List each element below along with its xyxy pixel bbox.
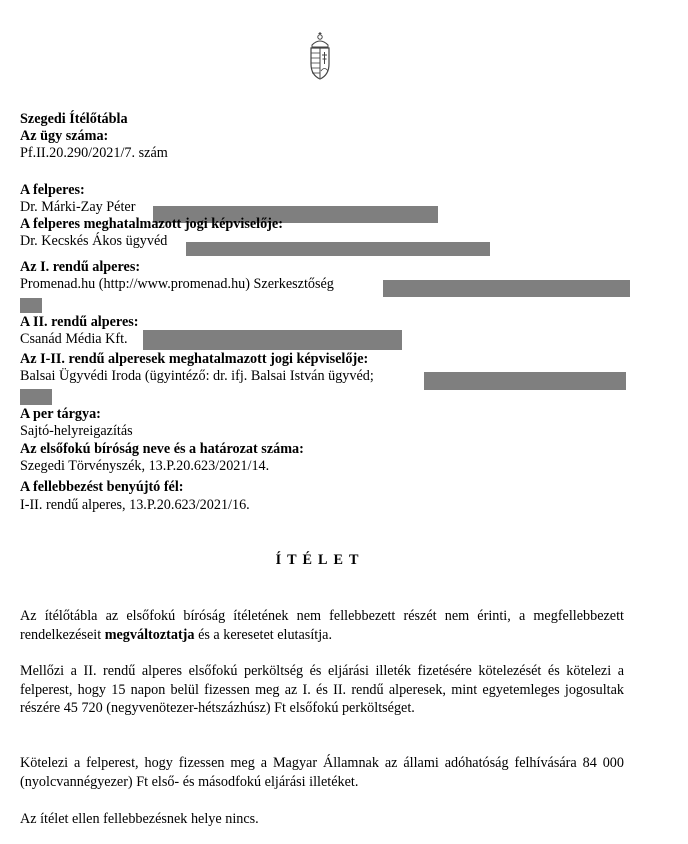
judgment-paragraph-1: Az ítélőtábla az elsőfokú bíróság ítéletének nem fellebbezett részét nem érinti, a megfellebbezett rendelkezéseit megváltoztatja és a keresetet elutasítja. bbox=[20, 608, 624, 643]
defendant1-name: Promenad.hu (http://www.promenad.hu) Szerkesztőség bbox=[20, 276, 334, 292]
plaintiff-name: Dr. Márki-Zay Péter bbox=[20, 199, 136, 215]
first-court: Szegedi Törvényszék, 13.P.20.623/2021/14. bbox=[20, 458, 270, 474]
redaction-box bbox=[20, 298, 42, 313]
redaction-box bbox=[143, 330, 402, 350]
redaction-box bbox=[186, 242, 490, 256]
defendants-rep-label: Az I-II. rendű alperesek meghatalmazott jogi képviselője: bbox=[20, 351, 369, 367]
defendant2-label: A II. rendű alperes: bbox=[20, 314, 139, 330]
hungarian-coat-of-arms-icon bbox=[307, 31, 333, 81]
plaintiff-rep-label: A felperes meghatalmazott jogi képviselője: bbox=[20, 216, 283, 232]
case-number: Pf.II.20.290/2021/7. szám bbox=[20, 145, 168, 161]
judgment-paragraph-3: Kötelezi a felperest, hogy fizessen meg a Magyar Államnak az állami adóhatóság felhívására 84 000 (nyolcvannégyezer) Ft első- és másodfokú eljárási illetéket. bbox=[20, 755, 624, 790]
redaction-box bbox=[20, 389, 52, 405]
judgment-paragraph-2: Mellőzi a II. rendű alperes elsőfokú perköltség és eljárási illeték fizetésére kötelezését és kötelezi a felperest, hogy 15 napon belül fizessen meg az I. és II. rendű alperesek, mint egyetemleges jogosultak részére 45 720 (negyvenötezer-hétszázhúsz) Ft elsőfokú perköltséget. bbox=[20, 663, 624, 716]
case-number-label: Az ügy száma: bbox=[20, 128, 109, 144]
appellant: I-II. rendű alperes, 13.P.20.623/2021/16. bbox=[20, 497, 250, 513]
appellant-label: A fellebbezést benyújtó fél: bbox=[20, 479, 184, 495]
plaintiff-label: A felperes: bbox=[20, 182, 85, 198]
court-name: Szegedi Ítélőtábla bbox=[20, 111, 128, 127]
defendant2-name: Csanád Média Kft. bbox=[20, 331, 128, 347]
subject: Sajtó-helyreigazítás bbox=[20, 423, 133, 439]
subject-label: A per tárgya: bbox=[20, 406, 101, 422]
redaction-box bbox=[383, 280, 630, 297]
defendant1-label: Az I. rendű alperes: bbox=[20, 259, 141, 275]
defendants-rep: Balsai Ügyvédi Iroda (ügyintéző: dr. ifj. Balsai István ügyvéd; bbox=[20, 368, 374, 384]
judgment-paragraph-4: Az ítélet ellen fellebbezésnek helye nincs. bbox=[20, 811, 259, 827]
first-court-label: Az elsőfokú bíróság neve és a határozat száma: bbox=[20, 441, 304, 457]
redaction-box bbox=[424, 372, 626, 390]
plaintiff-rep: Dr. Kecskés Ákos ügyvéd bbox=[20, 233, 168, 249]
emphasized-word: megváltoztatja bbox=[104, 626, 195, 643]
judgment-title: ÍTÉLET bbox=[275, 552, 365, 568]
